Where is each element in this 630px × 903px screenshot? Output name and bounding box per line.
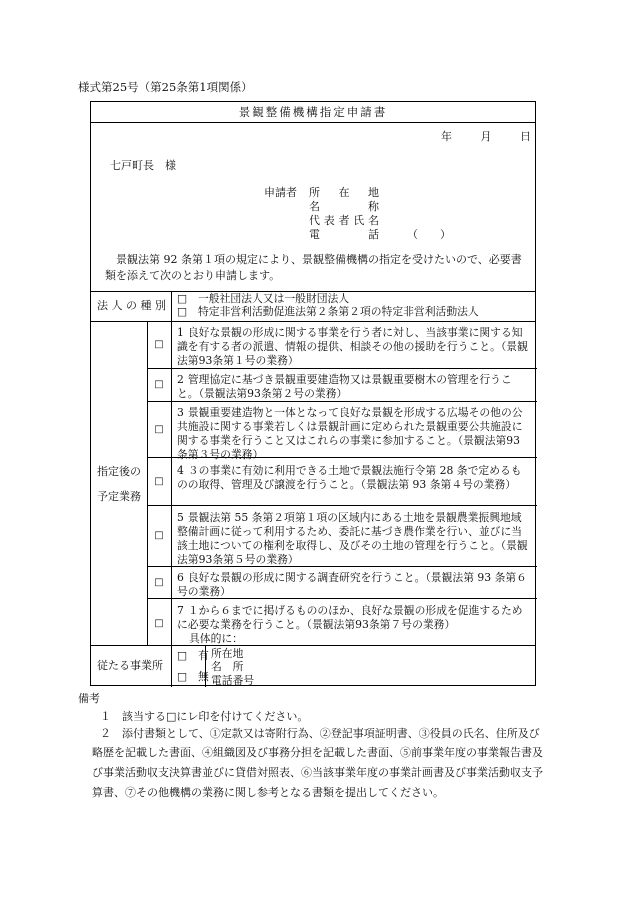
addressee: 七戸町長 様 [110, 159, 176, 172]
duty-checkbox-3[interactable]: □ [154, 424, 164, 435]
notes-heading: 備考 [78, 692, 100, 705]
duty-checkbox-6[interactable]: □ [154, 577, 164, 588]
office-address-label[interactable]: 所在地 [211, 647, 244, 660]
notes-section [78, 690, 548, 804]
date-month[interactable]: 月 [480, 130, 492, 143]
applicant-name-label[interactable]: 名 称 [309, 200, 379, 213]
corp-type-label: 法 人 の 種 別 [97, 299, 166, 312]
phone-parentheses[interactable]: （ ） [407, 228, 451, 241]
corp-row-border [91, 321, 535, 322]
corp-type-option-1[interactable]: □ 一般社団法人又は一般財団法人 [177, 292, 350, 305]
form-title: 景観整備機構指定申請書 [91, 102, 535, 123]
duty-border-2 [147, 401, 537, 402]
note-2-rest: 略歴を記載した書面、④組織図及び事務分担を記載した書面、⑤前事業年度の事業報告書及び事業活動収支決算書並びに貸借対照表、⑥当該事業年度の事業計画書及び事業活動収支予算書、⑦その他機構の業務に関し参考となる書類を提出してください。 [92, 745, 543, 800]
note-1: １ 該当する□にレ印を付けてください。 [100, 709, 309, 723]
office-phone-label[interactable]: 電話番号 [211, 673, 255, 687]
office-name-label[interactable]: 名 所 [211, 660, 244, 674]
applicant-address-label[interactable]: 所 在 地 [309, 186, 379, 199]
office-fields [211, 647, 254, 687]
applicant-phone-label[interactable]: 電 話 [309, 228, 379, 241]
applicant-representative-label[interactable]: 代表者氏名 [309, 214, 379, 227]
date-line [441, 130, 531, 145]
duty-item-3: 3 景観重要建造物と一体となって良好な景観を形成する広場その他の公共施設に関する事業若しくは景観計画に定められた景観重要公共施設に関する事業を行うこと又はこれらの事業に参加すること。（景観法第93条第３号の業務） [177, 406, 523, 462]
duty-border-4 [147, 505, 537, 506]
duty-checkbox-5[interactable]: □ [154, 530, 164, 541]
corp-type-option-2[interactable]: □ 特定非営利活動促進法第２条第２項の特定非営利活動法人 [177, 305, 479, 318]
duty-checkbox-divider [171, 321, 172, 645]
office-divider [171, 645, 172, 687]
applicant-label: 申請者 [264, 186, 297, 199]
office-no-option[interactable]: □ 無 [177, 670, 209, 683]
intro-text: 景観法第 92 条第１項の規定により、景観整備機構の指定を受けたいので、必要書類を添えて次のとおり申請します。 [105, 253, 522, 282]
date-day[interactable]: 日 [520, 130, 531, 143]
duties-label-2: 予定業務 [97, 490, 141, 503]
office-yes-option[interactable]: □ 有 [177, 649, 209, 662]
duty-checkbox-4[interactable]: □ [154, 476, 164, 487]
applicant-row-rep [264, 214, 379, 229]
duty-item-6: 6 良好な景観の形成に関する調査研究を行うこと。（景観法第 93 条第６号の業務） [177, 571, 527, 599]
date-year[interactable]: 年 [441, 130, 452, 143]
applicant-row-name [264, 200, 379, 215]
corp-divider [171, 291, 172, 321]
duty-item-7: 7 １から６までに掲げるもののほか、良好な景観の形成を促進するために必要な業務を行うこと。（景観法第93条第７号の業務） 具体的に： [177, 604, 523, 646]
applicant-row-address [264, 186, 379, 201]
duty-checkbox-1[interactable]: □ [154, 339, 164, 350]
office-label: 従たる事業所 [97, 659, 163, 672]
duties-label-1: 指定後の [97, 465, 141, 478]
applicant-row-phone [264, 228, 451, 243]
duty-item-2: 2 管理協定に基づき景観重要建造物又は景観重要樹木の管理を行うこと。（景観法第93条第２号の業務） [177, 373, 512, 401]
duty-label-divider [147, 321, 148, 645]
note-2-first: ２ 添付書類として、①定款又は寄附行為、②登記事項証明書、③役員の氏名、住所及び [100, 727, 540, 741]
duty-item-4: 4 ３の事業に有効に利用できる土地で景観法施行令第 28 条で定めるものの取得、管理及び譲渡を行うこと。（景観法第 93 条第４号の業務） [177, 464, 522, 492]
duty-checkbox-7[interactable]: □ [154, 618, 164, 629]
duty-item-1: 1 良好な景観の形成に関する事業を行う者に対し、当該事業に関する知識を有する者の派遣、情報の提供、相談その他の援助を行うこと。（景観法第93条第１号の業務） [177, 326, 528, 368]
duty-checkbox-2[interactable]: □ [154, 379, 164, 390]
duty-item-7-specify[interactable]: 具体的に： [189, 632, 243, 646]
application-form [90, 101, 536, 686]
form-number: 様式第25号（第25条第1項関係） [78, 80, 253, 94]
duty-item-5: 5 景観法第 55 条第２項第１項の区域内にある土地を景観農業振興地域整備計画に従って利用するため、委託に基づき農作業を行い、並びに当該土地についての権利を取得し、及びその土地の管理を行うこと。（景観法第93条第５号の業務） [177, 511, 528, 567]
duty-border-1 [147, 368, 537, 369]
